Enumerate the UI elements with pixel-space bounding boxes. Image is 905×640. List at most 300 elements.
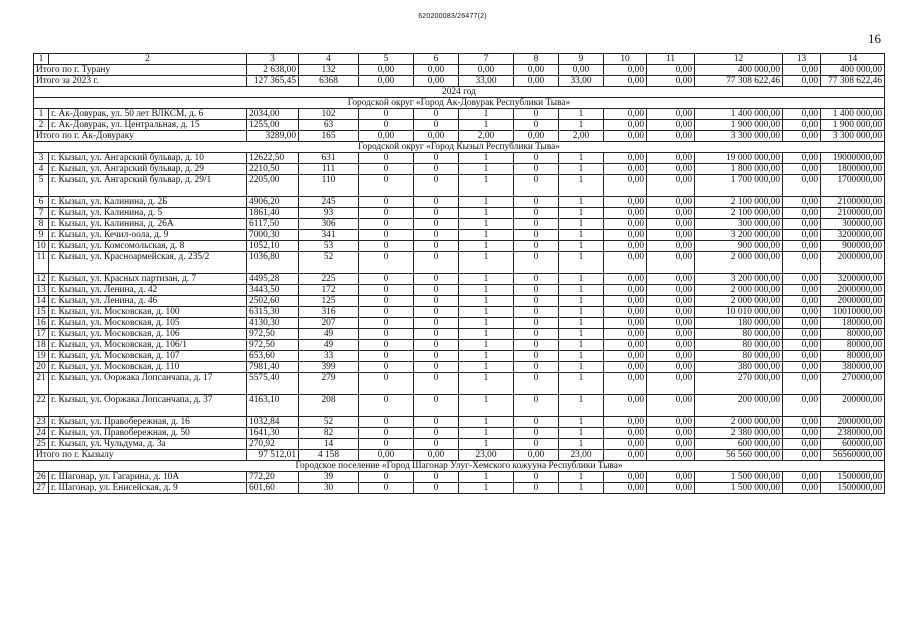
value-cell: 110 [299,175,359,197]
value-cell: 0 [359,274,414,285]
value-cell: 56 560 000,00 [695,450,783,461]
column-number: 5 [359,54,414,65]
address: г. Ак-Довурак, ул. Центральная, д. 15 [49,120,247,131]
value-cell: 1 [459,329,514,340]
value-cell: 1 400 000,00 [695,109,783,120]
value-cell: 0,00 [647,373,695,395]
value-cell: 0,00 [604,439,647,450]
row-number: 26 [34,472,49,483]
address: г. Кызыл, ул. Ооржака Лопсанчапа, д. 17 [49,373,247,395]
row-number: 18 [34,340,49,351]
value-cell: 1 [559,296,604,307]
value-cell: 1 [559,285,604,296]
value-cell: 0,00 [783,340,821,351]
value-cell: 0 [514,120,559,131]
section-row [34,87,885,98]
value-cell: 0 [359,175,414,197]
value-cell: 0 [359,164,414,175]
value-cell: 0,00 [783,373,821,395]
address: г. Кызыл, ул. Московская, д. 100 [49,307,247,318]
value-cell: 0,00 [604,472,647,483]
value-cell: 0 [414,307,459,318]
register-table [33,53,885,494]
value-cell: 600 000,00 [695,439,783,450]
value-cell: 0 [414,230,459,241]
value-cell: 0 [414,362,459,373]
value-cell: 23,00 [459,450,514,461]
address: г. Кызыл, ул. Калинина, д. 2Б [49,197,247,208]
value-cell: 0 [359,373,414,395]
value-cell: 400 000,00 [821,65,885,76]
value-cell: 0,00 [783,76,821,87]
value-cell: 132 [299,65,359,76]
value-cell: 2 638,00 [247,65,299,76]
row-number: 1 [34,109,49,120]
value-cell: 1 [559,340,604,351]
value-cell: 0 [414,395,459,417]
table-row [34,439,885,450]
value-cell: 306 [299,219,359,230]
value-cell: 77 308 622,46 [695,76,783,87]
document-id: 620200083/26477(2) [418,13,487,20]
value-cell: 7000,30 [247,230,299,241]
value-cell: 0 [414,417,459,428]
row-number: 23 [34,417,49,428]
value-cell: 0 [359,417,414,428]
value-cell: 80 000,00 [695,329,783,340]
value-cell: 52 [299,417,359,428]
value-cell: 0 [414,329,459,340]
value-cell: 1 [559,395,604,417]
value-cell: 1 [559,208,604,219]
section-row [34,461,885,472]
value-cell: 2 000 000,00 [695,285,783,296]
value-cell: 0,00 [604,351,647,362]
value-cell: 1 [559,230,604,241]
row-number: 8 [34,219,49,230]
table-row [34,307,885,318]
row-number: 21 [34,373,49,395]
value-cell: 4495,28 [247,274,299,285]
value-cell: 1 900 000,00 [821,120,885,131]
value-cell: 0,00 [359,131,414,142]
value-cell: 0,00 [647,285,695,296]
value-cell: 0,00 [604,285,647,296]
value-cell: 3 300 000,00 [821,131,885,142]
header-row [34,54,885,65]
value-cell: 0,00 [783,153,821,164]
row-number: 25 [34,439,49,450]
value-cell: 1 [459,153,514,164]
value-cell: 10 010 000,00 [695,307,783,318]
value-cell: 207 [299,318,359,329]
value-cell: 0,00 [647,428,695,439]
address: г. Кызыл, ул. Московская, д. 107 [49,351,247,362]
address: г. Кызыл, ул. Кечил-оола, д. 9 [49,230,247,241]
value-cell: 0,00 [604,76,647,87]
value-cell: 0,00 [604,329,647,340]
value-cell: 0 [359,483,414,494]
value-cell: 0 [514,472,559,483]
value-cell: 653,60 [247,351,299,362]
total-row [34,131,885,142]
value-cell: 80000,00 [821,351,885,362]
table-row [34,175,885,197]
value-cell: 0,00 [647,417,695,428]
value-cell: 0,00 [783,274,821,285]
value-cell: 1500000,00 [821,483,885,494]
value-cell: 316 [299,307,359,318]
value-cell: 0 [359,219,414,230]
row-number: 24 [34,428,49,439]
table-row [34,274,885,285]
value-cell: 1 [459,340,514,351]
total-label: Итого по г. Ак-Довураку [34,131,247,142]
value-cell: 1 [559,219,604,230]
row-number: 7 [34,208,49,219]
value-cell: 2000000,00 [821,285,885,296]
column-number: 2 [49,54,247,65]
value-cell: 0,00 [604,307,647,318]
address: г. Кызыл, ул. Московская, д. 106 [49,329,247,340]
section-row [34,142,885,153]
value-cell: 1 [559,318,604,329]
value-cell: 0 [359,472,414,483]
value-cell: 52 [299,252,359,274]
value-cell: 1 [459,219,514,230]
value-cell: 0 [359,208,414,219]
value-cell: 0 [514,274,559,285]
value-cell: 0,00 [514,450,559,461]
row-number: 3 [34,153,49,164]
address: г. Шагонар, ул. Гагарина, д. 10А [49,472,247,483]
value-cell: 1 [559,428,604,439]
value-cell: 33 [299,351,359,362]
value-cell: 0 [414,483,459,494]
value-cell: 2210,50 [247,164,299,175]
value-cell: 0,00 [604,109,647,120]
value-cell: 0 [414,120,459,131]
value-cell: 0,00 [359,76,414,87]
value-cell: 180000,00 [821,318,885,329]
value-cell: 1032,84 [247,417,299,428]
address: г. Кызыл, ул. Чульдума, д. 3а [49,439,247,450]
value-cell: 0 [414,285,459,296]
value-cell: 0,00 [359,65,414,76]
value-cell: 102 [299,109,359,120]
value-cell: 0,00 [647,153,695,164]
value-cell: 5575,40 [247,373,299,395]
value-cell: 0 [359,285,414,296]
value-cell: 0 [514,318,559,329]
value-cell: 93 [299,208,359,219]
value-cell: 0 [514,285,559,296]
value-cell: 270 000,00 [695,373,783,395]
value-cell: 6315,30 [247,307,299,318]
value-cell: 0,00 [604,318,647,329]
table-row [34,109,885,120]
total-row [34,450,885,461]
value-cell: 1 [459,395,514,417]
column-number: 9 [559,54,604,65]
value-cell: 0 [514,153,559,164]
value-cell: 0,00 [783,131,821,142]
value-cell: 2100000,00 [821,197,885,208]
value-cell: 1 [559,329,604,340]
value-cell: 0 [414,472,459,483]
value-cell: 0 [414,439,459,450]
value-cell: 0 [514,164,559,175]
value-cell: 0 [414,428,459,439]
value-cell: 0,00 [647,76,695,87]
value-cell: 1 [459,296,514,307]
value-cell: 165 [299,131,359,142]
section-heading: 2024 год [34,87,885,98]
address: г. Ак-Довурак, ул. 50 лет ВЛКСМ, д. 6 [49,109,247,120]
value-cell: 0,00 [604,241,647,252]
value-cell: 0 [514,395,559,417]
value-cell: 0,00 [414,76,459,87]
table-row [34,340,885,351]
value-cell: 0,00 [514,131,559,142]
value-cell: 300 000,00 [695,219,783,230]
total-row [34,65,885,76]
value-cell: 1800000,00 [821,164,885,175]
section-heading: Городской округ «Город Ак-Довурак Республики Тыва» [34,98,885,109]
value-cell: 0,00 [783,439,821,450]
value-cell: 0,00 [359,450,414,461]
value-cell: 399 [299,362,359,373]
value-cell: 2 100 000,00 [695,208,783,219]
value-cell: 1 900 000,00 [695,120,783,131]
value-cell: 0,00 [783,362,821,373]
value-cell: 0 [414,208,459,219]
value-cell: 0,00 [559,65,604,76]
row-number: 2 [34,120,49,131]
value-cell: 0,00 [604,483,647,494]
value-cell: 0 [359,197,414,208]
total-row [34,76,885,87]
value-cell: 6117,50 [247,219,299,230]
value-cell: 77 308 622,46 [821,76,885,87]
value-cell: 1 [559,241,604,252]
value-cell: 1 500 000,00 [695,472,783,483]
value-cell: 0 [514,351,559,362]
value-cell: 0 [514,307,559,318]
value-cell: 0 [414,340,459,351]
value-cell: 63 [299,120,359,131]
value-cell: 4130,30 [247,318,299,329]
value-cell: 0,00 [647,241,695,252]
value-cell: 0 [359,296,414,307]
table-row [34,197,885,208]
value-cell: 0,00 [783,351,821,362]
value-cell: 0,00 [414,65,459,76]
value-cell: 0,00 [604,428,647,439]
value-cell: 4 158 [299,450,359,461]
value-cell: 2000000,00 [821,252,885,274]
value-cell: 1 [459,252,514,274]
value-cell: 0 [414,164,459,175]
value-cell: 0,00 [647,230,695,241]
table-row [34,252,885,274]
value-cell: 1 [459,362,514,373]
column-number: 6 [414,54,459,65]
value-cell: 0,00 [647,351,695,362]
total-label: Итого за 2023 г. [34,76,247,87]
value-cell: 0,00 [604,197,647,208]
value-cell: 111 [299,164,359,175]
value-cell: 3 200 000,00 [695,274,783,285]
column-number: 7 [459,54,514,65]
section-heading: Городской округ «Город Кызыл Республики Тыва» [34,142,885,153]
value-cell: 200 000,00 [695,395,783,417]
value-cell: 601,60 [247,483,299,494]
value-cell: 0 [414,153,459,164]
value-cell: 1 [559,439,604,450]
column-number: 11 [647,54,695,65]
address: г. Кызыл, ул. Правобережная, д. 16 [49,417,247,428]
value-cell: 0,00 [459,65,514,76]
address: г. Кызыл, ул. Калинина, д. 26А [49,219,247,230]
table-row [34,318,885,329]
table-row [34,164,885,175]
value-cell: 1 500 000,00 [695,483,783,494]
total-label: Итого по г. Турану [34,65,247,76]
value-cell: 0,00 [647,340,695,351]
value-cell: 0,00 [604,131,647,142]
value-cell: 900000,00 [821,241,885,252]
table-row [34,395,885,417]
value-cell: 0,00 [647,120,695,131]
value-cell: 0,00 [647,219,695,230]
value-cell: 0,00 [604,395,647,417]
value-cell: 49 [299,340,359,351]
value-cell: 0,00 [604,373,647,395]
value-cell: 0 [359,109,414,120]
value-cell: 3200000,00 [821,230,885,241]
row-number: 13 [34,285,49,296]
value-cell: 1 [459,472,514,483]
value-cell: 2100000,00 [821,208,885,219]
value-cell: 400 000,00 [695,65,783,76]
value-cell: 1 [559,307,604,318]
value-cell: 0 [414,197,459,208]
value-cell: 14 [299,439,359,450]
value-cell: 0,00 [783,252,821,274]
value-cell: 0,00 [414,131,459,142]
value-cell: 0,00 [783,296,821,307]
table-row [34,219,885,230]
value-cell: 3200000,00 [821,274,885,285]
value-cell: 1 [459,307,514,318]
column-number: 1 [34,54,49,65]
value-cell: 2034,00 [247,109,299,120]
value-cell: 0 [514,439,559,450]
value-cell: 1 [459,285,514,296]
value-cell: 0,00 [783,450,821,461]
value-cell: 1 [459,197,514,208]
row-number: 27 [34,483,49,494]
value-cell: 0 [514,230,559,241]
value-cell: 0,00 [647,175,695,197]
value-cell: 200000,00 [821,395,885,417]
value-cell: 0,00 [783,164,821,175]
value-cell: 19000000,00 [821,153,885,164]
value-cell: 80000,00 [821,340,885,351]
value-cell: 1 [559,175,604,197]
table-row [34,417,885,428]
table-row [34,208,885,219]
value-cell: 0 [359,428,414,439]
row-number: 19 [34,351,49,362]
value-cell: 2 000 000,00 [695,417,783,428]
value-cell: 2 000 000,00 [695,252,783,274]
value-cell: 2502,60 [247,296,299,307]
value-cell: 0,00 [783,285,821,296]
address: г. Кызыл, ул. Комсомольская, д. 8 [49,241,247,252]
value-cell: 1 [559,197,604,208]
value-cell: 0,00 [604,450,647,461]
value-cell: 0,00 [783,428,821,439]
row-number: 11 [34,252,49,274]
value-cell: 1 800 000,00 [695,164,783,175]
value-cell: 0 [359,351,414,362]
row-number: 15 [34,307,49,318]
address: г. Кызыл, ул. Красных партизан, д. 7 [49,274,247,285]
value-cell: 0,00 [783,472,821,483]
value-cell: 1 [559,153,604,164]
value-cell: 0,00 [604,362,647,373]
value-cell: 0,00 [647,208,695,219]
value-cell: 380 000,00 [695,362,783,373]
value-cell: 0 [514,252,559,274]
value-cell: 49 [299,329,359,340]
value-cell: 0 [359,307,414,318]
row-number: 22 [34,395,49,417]
value-cell: 0 [514,417,559,428]
address: г. Кызыл, ул. Ангарский бульвар, д. 29 [49,164,247,175]
value-cell: 3289,00 [247,131,299,142]
value-cell: 56560000,00 [821,450,885,461]
value-cell: 300000,00 [821,219,885,230]
value-cell: 19 000 000,00 [695,153,783,164]
value-cell: 127 365,45 [247,76,299,87]
value-cell: 0,00 [647,109,695,120]
value-cell: 0,00 [647,483,695,494]
value-cell: 0,00 [647,131,695,142]
value-cell: 0,00 [514,65,559,76]
value-cell: 0,00 [647,252,695,274]
value-cell: 0,00 [783,329,821,340]
value-cell: 4163,10 [247,395,299,417]
column-number: 3 [247,54,299,65]
table-row [34,428,885,439]
section-row [34,98,885,109]
value-cell: 1 [559,472,604,483]
value-cell: 125 [299,296,359,307]
table-row [34,241,885,252]
value-cell: 23,00 [559,450,604,461]
value-cell: 1 [459,109,514,120]
value-cell: 1861,40 [247,208,299,219]
value-cell: 0 [359,439,414,450]
value-cell: 0 [359,340,414,351]
row-number: 20 [34,362,49,373]
table-row [34,153,885,164]
value-cell: 0,00 [647,439,695,450]
value-cell: 0 [414,318,459,329]
